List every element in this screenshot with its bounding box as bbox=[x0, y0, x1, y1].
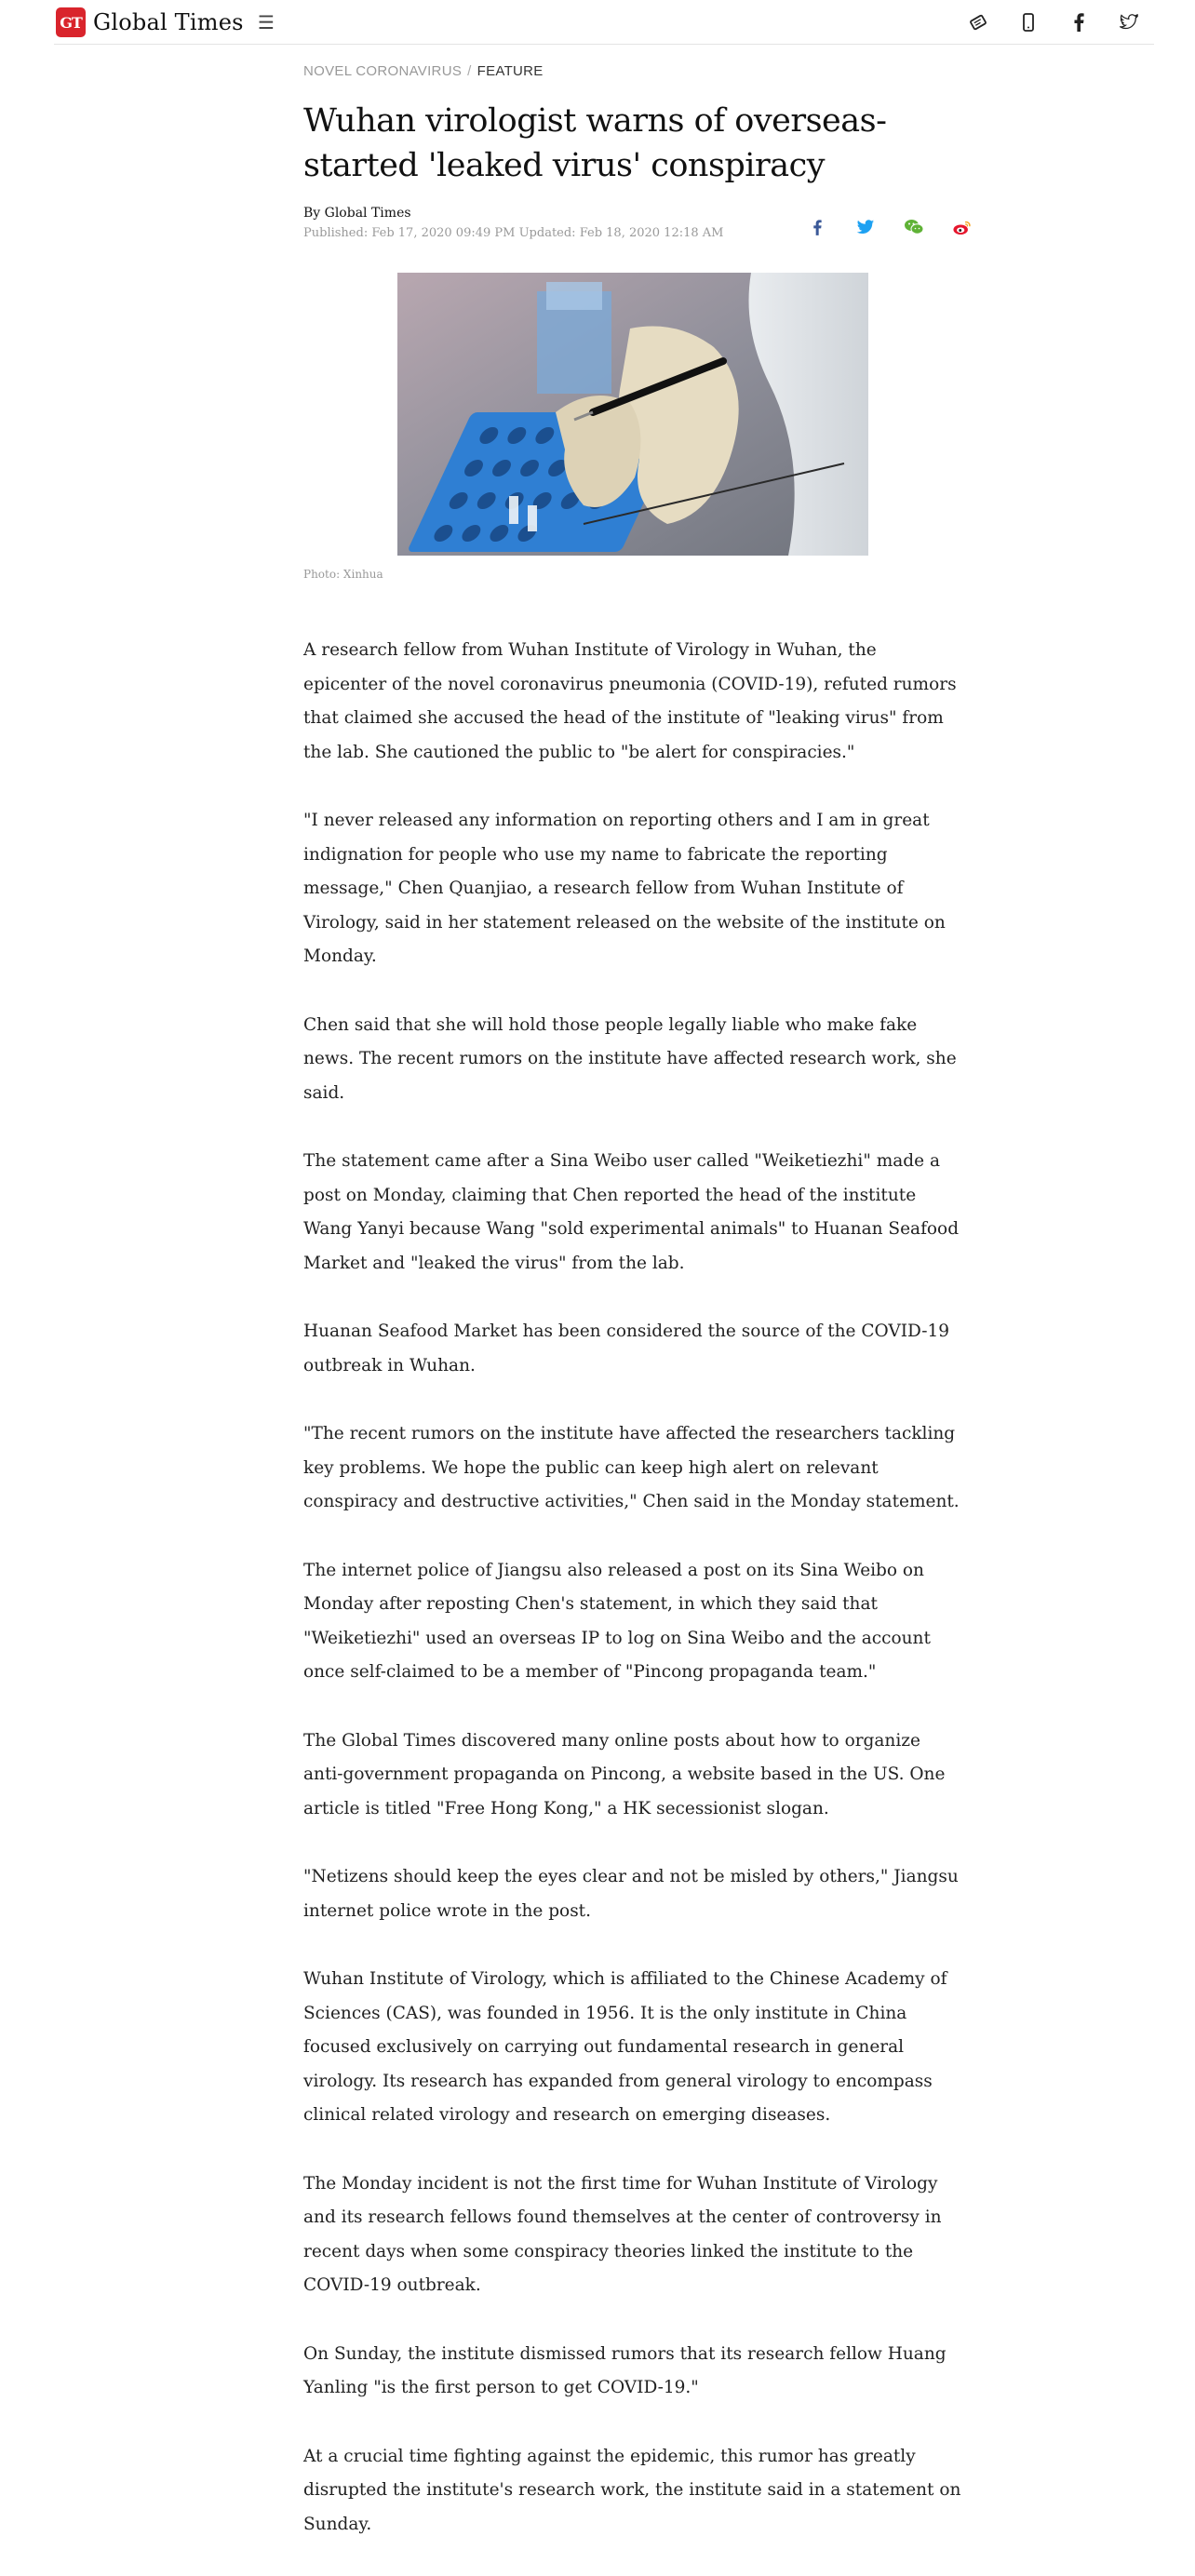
paragraph: At a crucial time fighting against the epidemic, this rumor has greatly disrupted the institute's research work, the institute said in a statement on Sunday. bbox=[303, 2446, 961, 2534]
paragraph: Huanan Seafood Market has been considered the source of the COVID-19 outbreak in Wuhan. bbox=[303, 1322, 950, 1375]
mobile-icon[interactable] bbox=[1003, 9, 1054, 35]
share-bar bbox=[793, 214, 987, 240]
site-header bbox=[54, 0, 1154, 45]
publish-dates: Published: Feb 17, 2020 09:49 PM Updated: Feb 18, 2020 12:18 AM bbox=[303, 226, 724, 240]
site-logo[interactable] bbox=[56, 7, 244, 37]
byline: By Global Times bbox=[303, 206, 411, 221]
paragraph: The Global Times discovered many online posts about how to organize anti-government propaganda on Pincong, a website based in the US. One article is titled "Free Hong Kong," a HK secessionist slogan. bbox=[303, 1730, 946, 1818]
logo-text: Global Times bbox=[93, 9, 244, 35]
facebook-icon[interactable] bbox=[793, 214, 841, 240]
article-body bbox=[303, 634, 962, 2576]
menu-icon[interactable]: ☰ bbox=[258, 11, 275, 34]
twitter-icon[interactable] bbox=[841, 214, 890, 240]
paragraph: "Netizens should keep the eyes clear and not be misled by others," Jiangsu internet police wrote in the post. bbox=[303, 1867, 959, 1921]
breadcrumb-separator: / bbox=[467, 63, 472, 79]
photo-caption: Photo: Xinhua bbox=[303, 568, 383, 581]
paragraph: "The recent rumors on the institute have affected the researchers tackling key problems. We hope the public can keep high alert on relevant conspiracy and destructive activities," Chen said in the Monday statement. bbox=[303, 1424, 960, 1511]
news-icon[interactable] bbox=[953, 9, 1003, 35]
twitter-icon[interactable] bbox=[1104, 9, 1154, 35]
paragraph: A research fellow from Wuhan Institute of Virology in Wuhan, the epicenter of the novel coronavirus pneumonia (COVID-19), refuted rumors that claimed she accused the head of the institute of "leaking virus" from the lab. She cautioned the public to "be alert for conspiracies." bbox=[303, 640, 957, 762]
paragraph: "I never released any information on reporting others and I am in great indignation for people who use my name to fabricate the reporting message," Chen Quanjiao, a research fellow from Wuhan Institute of Virology, said in her statement released on the website of the institute on Monday. bbox=[303, 811, 946, 966]
wechat-icon[interactable] bbox=[890, 214, 938, 240]
paragraph: The Monday incident is not the first time for Wuhan Institute of Virology and its research fellows found themselves at the center of controversy in recent days when some conspiracy theories linked the institute to the COVID-19 outbreak. bbox=[303, 2173, 942, 2295]
paragraph: The internet police of Jiangsu also released a post on its Sina Weibo on Monday after reposting Chen's statement, in which they said that "Weiketiezhi" used an overseas IP to log on Sina Weibo and the account once self-claimed to be a member of "Pincong propaganda team." bbox=[303, 1560, 931, 1682]
paragraph: On Sunday, the institute dismissed rumors that its research fellow Huang Yanling "is the first person to get COVID-19." bbox=[303, 2343, 947, 2397]
paragraph: Chen said that she will hold those people legally liable who make fake news. The recent rumors on the institute have affected research work, she said. bbox=[303, 1014, 957, 1103]
facebook-icon[interactable] bbox=[1054, 9, 1104, 35]
breadcrumb-section[interactable]: NOVEL CORONAVIRUS bbox=[303, 63, 463, 79]
logo-badge: GT bbox=[56, 7, 86, 37]
paragraph: The statement came after a Sina Weibo user called "Weiketiezhi" made a post on Monday, claiming that Chen reported the head of the institute Wang Yanyi because Wang "sold experimental animals" to Huanan Seafood Market and "leaked the virus" from the lab. bbox=[303, 1151, 960, 1273]
breadcrumb bbox=[303, 63, 962, 79]
breadcrumb-category[interactable]: FEATURE bbox=[477, 63, 544, 79]
article-photo bbox=[397, 273, 868, 556]
header-icons bbox=[953, 9, 1154, 35]
article-title: Wuhan virologist warns of overseas-started 'leaked virus' conspiracy bbox=[303, 102, 887, 184]
paragraph: Wuhan Institute of Virology, which is affiliated to the Chinese Academy of Sciences (CAS), was founded in 1956. It is the only institute in China focused exclusively on carrying out fundamental research in general virology. Its research has expanded from general virology to encompass clinical related virology and research on emerging diseases. bbox=[303, 1969, 947, 2125]
weibo-icon[interactable] bbox=[938, 214, 987, 240]
